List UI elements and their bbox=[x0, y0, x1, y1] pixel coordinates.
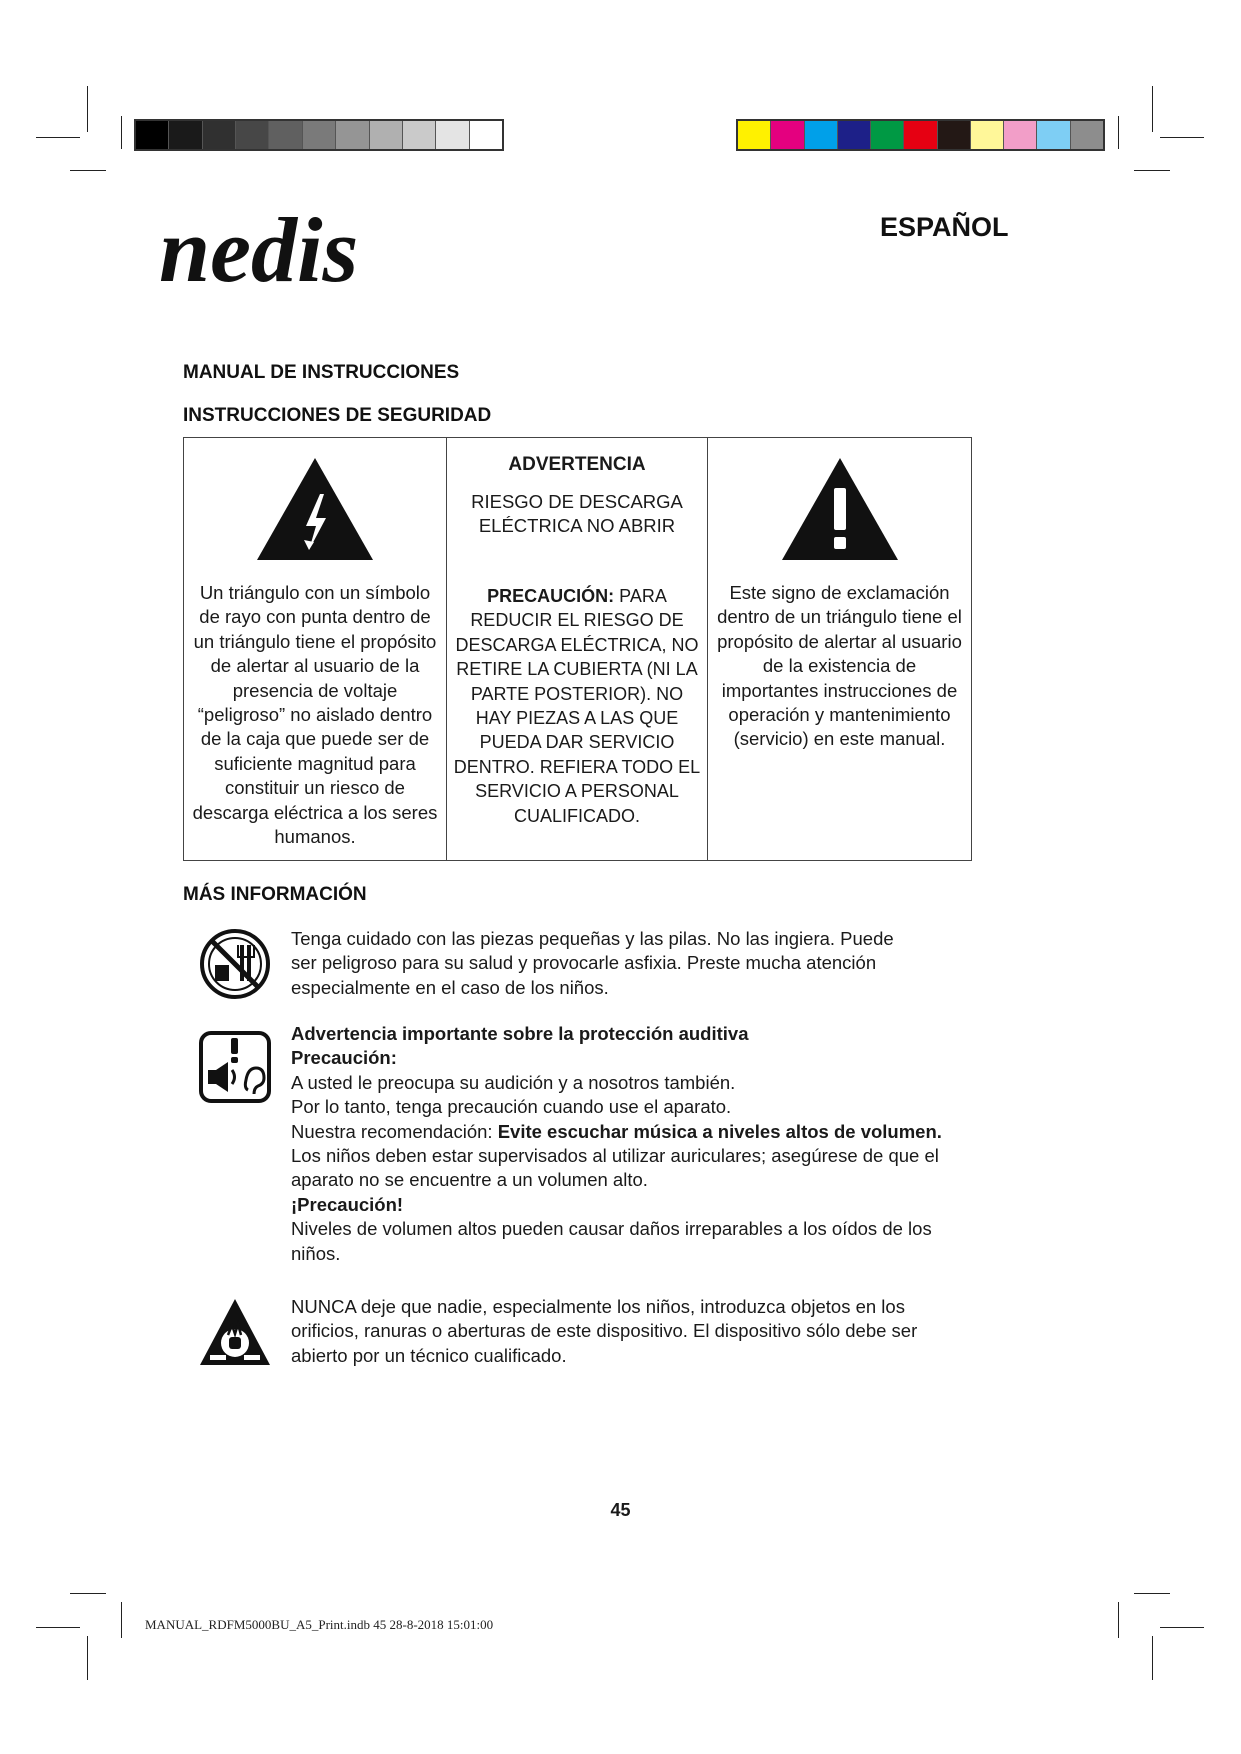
openings-line: orificios, ranuras o aberturas de este dispositivo. El dispositivo sólo debe ser bbox=[291, 1320, 918, 1342]
grayscale-color-bar bbox=[134, 119, 504, 151]
safety-cell-exclamation bbox=[708, 438, 971, 860]
color-swatch bbox=[871, 121, 904, 149]
gray-swatch bbox=[336, 121, 369, 149]
no-insert-objects-icon bbox=[198, 1295, 272, 1369]
hearing-caution2-label: ¡Precaución! bbox=[291, 1193, 404, 1215]
gray-swatch bbox=[370, 121, 403, 149]
logo-text: nedis bbox=[159, 199, 359, 301]
small-parts-line: Tenga cuidado con las piezas pequeñas y las pilas. No las ingiera. Puede bbox=[291, 928, 894, 949]
hearing-line: Niveles de volumen altos pueden causar daños irreparables a los oídos de los bbox=[291, 1218, 932, 1240]
gray-swatch bbox=[169, 121, 202, 149]
warning-risk-text: RIESGO DE DESCARGA ELÉCTRICA NO ABRIR bbox=[471, 491, 683, 537]
nedis-logo bbox=[155, 195, 485, 305]
warning-title: ADVERTENCIA bbox=[508, 454, 646, 475]
page-number: 45 bbox=[610, 1500, 631, 1520]
openings-line: abierto por un técnico cualificado. bbox=[291, 1344, 567, 1366]
safety-table bbox=[183, 437, 972, 861]
hearing-title: Advertencia importante sobre la protección auditiva bbox=[291, 1023, 749, 1044]
warning-caution-text bbox=[453, 584, 701, 828]
color-swatch bbox=[805, 121, 838, 149]
lightning-description: Un triángulo con un símbolo de rayo con punta dentro de un triángulo tiene el propósito de alertar al usuario de la presencia de voltaje “peligroso” no aislado dentro de la caja que puede ser de suficiente magnitud para constituir un riesco de descarga eléctrica a los seres humanos. bbox=[192, 582, 438, 848]
manual-title: MANUAL DE INSTRUCCIONES bbox=[183, 362, 460, 383]
color-swatch bbox=[1004, 121, 1037, 149]
lightning-triangle-icon bbox=[254, 454, 376, 564]
color-swatch bbox=[971, 121, 1004, 149]
gray-swatch bbox=[236, 121, 269, 149]
safety-title: INSTRUCCIONES DE SEGURIDAD bbox=[183, 405, 492, 426]
gray-swatch bbox=[403, 121, 436, 149]
process-color-bar bbox=[736, 119, 1105, 151]
color-swatch bbox=[904, 121, 937, 149]
gray-swatch bbox=[436, 121, 469, 149]
caution-body: PARA REDUCIR EL RIESGO DE DESCARGA ELÉCTRICA, NO RETIRE LA CUBIERTA (NI LA PARTE POSTERIOR). NO HAY PIEZAS A LAS QUE PUEDA DAR SERVICIO DENTRO. REFIERA TODO EL SERVICIO A PERSONAL CUALIFICADO. bbox=[453, 586, 701, 826]
print-footer: MANUAL_RDFM5000BU_A5_Print.indb 45 28-8-2018 15:01:00 bbox=[145, 1617, 494, 1632]
color-swatch bbox=[738, 121, 771, 149]
hearing-line: aparato no se encuentre a un volumen alto. bbox=[291, 1169, 648, 1191]
small-parts-line: especialmente en el caso de los niños. bbox=[291, 976, 609, 998]
no-swallow-icon bbox=[198, 927, 272, 1001]
small-parts-line: ser peligroso para su salud y provocarle asfixia. Preste mucha atención bbox=[291, 952, 877, 974]
gray-swatch bbox=[303, 121, 336, 149]
gray-swatch bbox=[203, 121, 236, 149]
hearing-line: niños. bbox=[291, 1242, 341, 1264]
openings-line: NUNCA deje que nadie, especialmente los niños, introduzca objetos en los bbox=[291, 1296, 905, 1317]
recommendation-bold: Evite escuchar música a niveles altos de volumen. bbox=[497, 1120, 942, 1142]
gray-swatch bbox=[269, 121, 302, 149]
color-swatch bbox=[938, 121, 971, 149]
caution-label: PRECAUCIÓN: bbox=[487, 586, 615, 606]
more-info-title: MÁS INFORMACIÓN bbox=[183, 884, 367, 905]
hearing-line: Los niños deben estar supervisados al utilizar auriculares; asegúrese de que el bbox=[291, 1145, 939, 1167]
openings-text bbox=[291, 1295, 971, 1368]
safety-cell-warning bbox=[447, 438, 708, 860]
safety-cell-lightning bbox=[184, 438, 447, 860]
color-swatch bbox=[1071, 121, 1103, 149]
small-parts-text bbox=[291, 927, 971, 1000]
exclamation-description: Este signo de exclamación dentro de un triángulo tiene el propósito de alertar al usuario de la existencia de importantes instrucciones de operación y mantenimiento (servicio) en este manual. bbox=[717, 582, 962, 750]
gray-swatch bbox=[470, 121, 502, 149]
color-swatch bbox=[838, 121, 871, 149]
language-label: ESPAÑOL bbox=[880, 212, 1009, 242]
hearing-text bbox=[291, 1022, 971, 1266]
recommendation-prefix: Nuestra recomendación: bbox=[291, 1120, 498, 1142]
hearing-line: A usted le preocupa su audición y a nosotros también. bbox=[291, 1071, 736, 1093]
gray-swatch bbox=[136, 121, 169, 149]
hearing-recommendation bbox=[291, 1120, 971, 1144]
exclamation-triangle-icon bbox=[779, 454, 901, 564]
hearing-caution-label: Precaución: bbox=[291, 1047, 397, 1069]
hearing-warning-icon bbox=[198, 1030, 272, 1104]
hearing-line: Por lo tanto, tenga precaución cuando use el aparato. bbox=[291, 1096, 732, 1118]
color-swatch bbox=[1037, 121, 1070, 149]
color-swatch bbox=[771, 121, 804, 149]
